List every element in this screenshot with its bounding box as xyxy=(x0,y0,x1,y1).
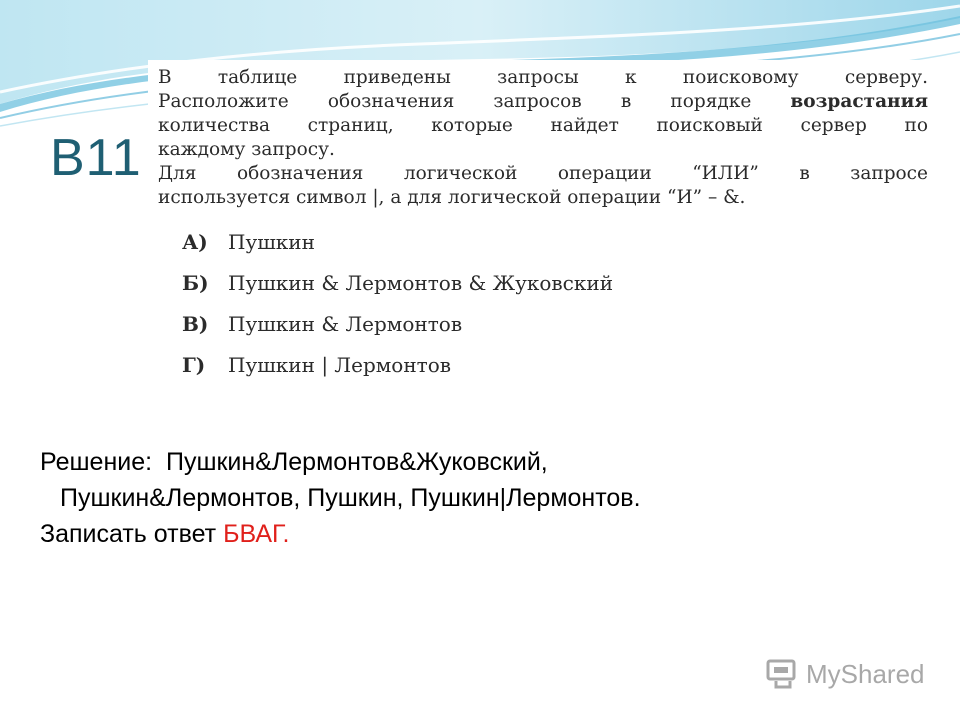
option-letter: В) xyxy=(182,312,209,336)
solution-line-2: Пушкин&Лермонтов, Пушкин, Пушкин|Лермонтов. xyxy=(60,484,641,512)
solution-block xyxy=(40,444,920,552)
slide-number-label: B11 xyxy=(50,129,142,187)
solution-line-1 xyxy=(40,444,920,480)
solution-line-3-text: Записать ответ xyxy=(40,520,217,548)
solution-label: Решение: xyxy=(40,448,153,476)
option-letter: Б) xyxy=(182,271,209,295)
option-text: Пушкин xyxy=(228,230,315,254)
myshared-watermark xyxy=(766,656,925,692)
task-line-3: количества страниц, которые найдет поисковый сервер по xyxy=(158,115,928,136)
task-line-4: каждому запросу. xyxy=(158,139,335,160)
option-letter: Г) xyxy=(182,353,206,377)
myshared-logo-icon xyxy=(766,659,800,689)
task-line-1: В таблице приведены запросы к поисковому серверу. xyxy=(158,67,928,88)
option-letter: А) xyxy=(182,230,208,254)
task-instructions xyxy=(158,66,928,210)
query-option xyxy=(182,304,934,345)
solution-line-3 xyxy=(40,516,920,552)
query-option xyxy=(182,222,934,263)
task-line-2 xyxy=(158,90,928,114)
watermark-brand: MyShared xyxy=(806,658,925,689)
option-text: Пушкин & Лермонтов xyxy=(228,312,463,336)
query-options-list xyxy=(182,222,934,386)
task-line-6: используется символ |, а для логической операции “И” – &. xyxy=(158,187,746,208)
task-line-2-text: Расположите обозначения запросов в порядке xyxy=(158,91,752,112)
option-text: Пушкин & Лермонтов & Жуковский xyxy=(228,271,614,295)
option-text: Пушкин | Лермонтов xyxy=(228,353,452,377)
answer-value: БВАГ. xyxy=(223,520,290,548)
query-option xyxy=(182,263,934,304)
task-keyword-bold: возрастания xyxy=(790,91,928,112)
query-option xyxy=(182,345,934,386)
solution-line-1-text: Пушкин&Лермонтов&Жуковский, xyxy=(165,448,548,476)
task-statement-panel xyxy=(148,60,942,405)
task-line-5: Для обозначения логической операции “ИЛИ” в запросе xyxy=(158,163,928,184)
